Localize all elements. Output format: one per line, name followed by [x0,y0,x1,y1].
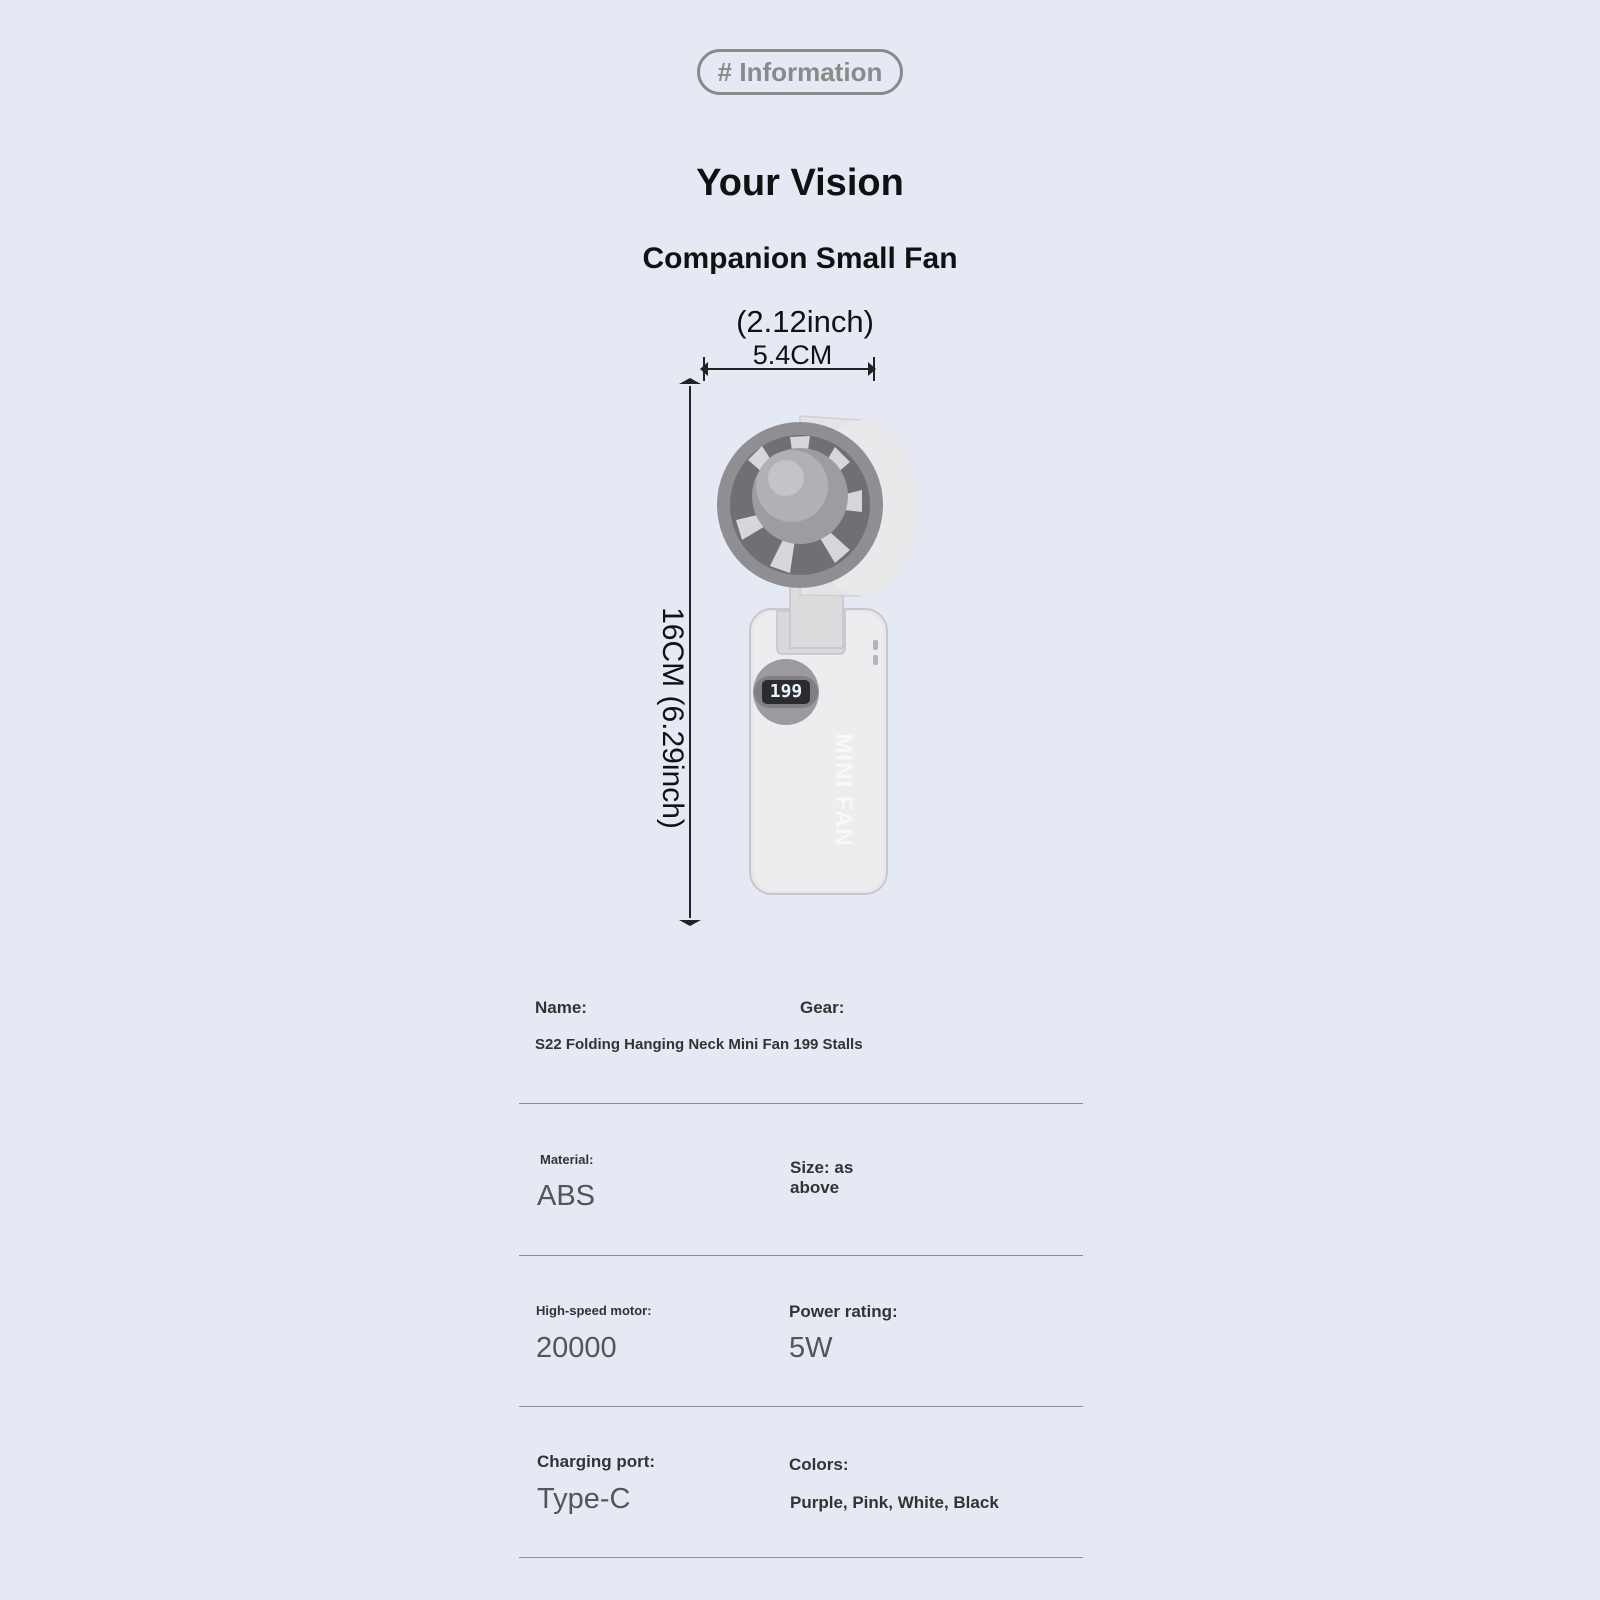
width-cm-label: 5.4CM [752,340,833,370]
height-label: 16CM (6.29inch) [656,607,689,829]
port-value: Type-C [537,1483,631,1515]
power-label: Power rating: [789,1302,898,1321]
divider [519,1406,1083,1407]
fan-head [717,416,917,596]
information-tag: # Information [697,49,903,95]
material-label: Material: [540,1152,594,1167]
divider [519,1557,1083,1558]
fan-body [750,609,887,894]
gear-label: Gear: [800,998,845,1017]
motor-label: High-speed motor: [536,1303,652,1318]
size-label: Size: as above [790,1158,854,1197]
page-title: Your Vision [696,162,904,204]
page-subtitle: Companion Small Fan [642,242,958,275]
width-inch-label: (2.12inch) [736,304,874,339]
material-value: ABS [537,1180,596,1212]
display-digits: 199 [769,681,803,702]
colors-label: Colors: [789,1455,849,1474]
colors-value: Purple, Pink, White, Black [790,1493,999,1512]
motor-value: 20000 [536,1332,617,1364]
divider [519,1103,1083,1104]
name-value: S22 Folding Hanging Neck Mini Fan 199 Stalls [535,1036,863,1053]
name-label: Name: [535,998,587,1017]
power-value: 5W [789,1332,833,1364]
brand-text: MINI FAN [830,733,857,847]
port-label: Charging port: [537,1452,656,1471]
divider [519,1255,1083,1256]
